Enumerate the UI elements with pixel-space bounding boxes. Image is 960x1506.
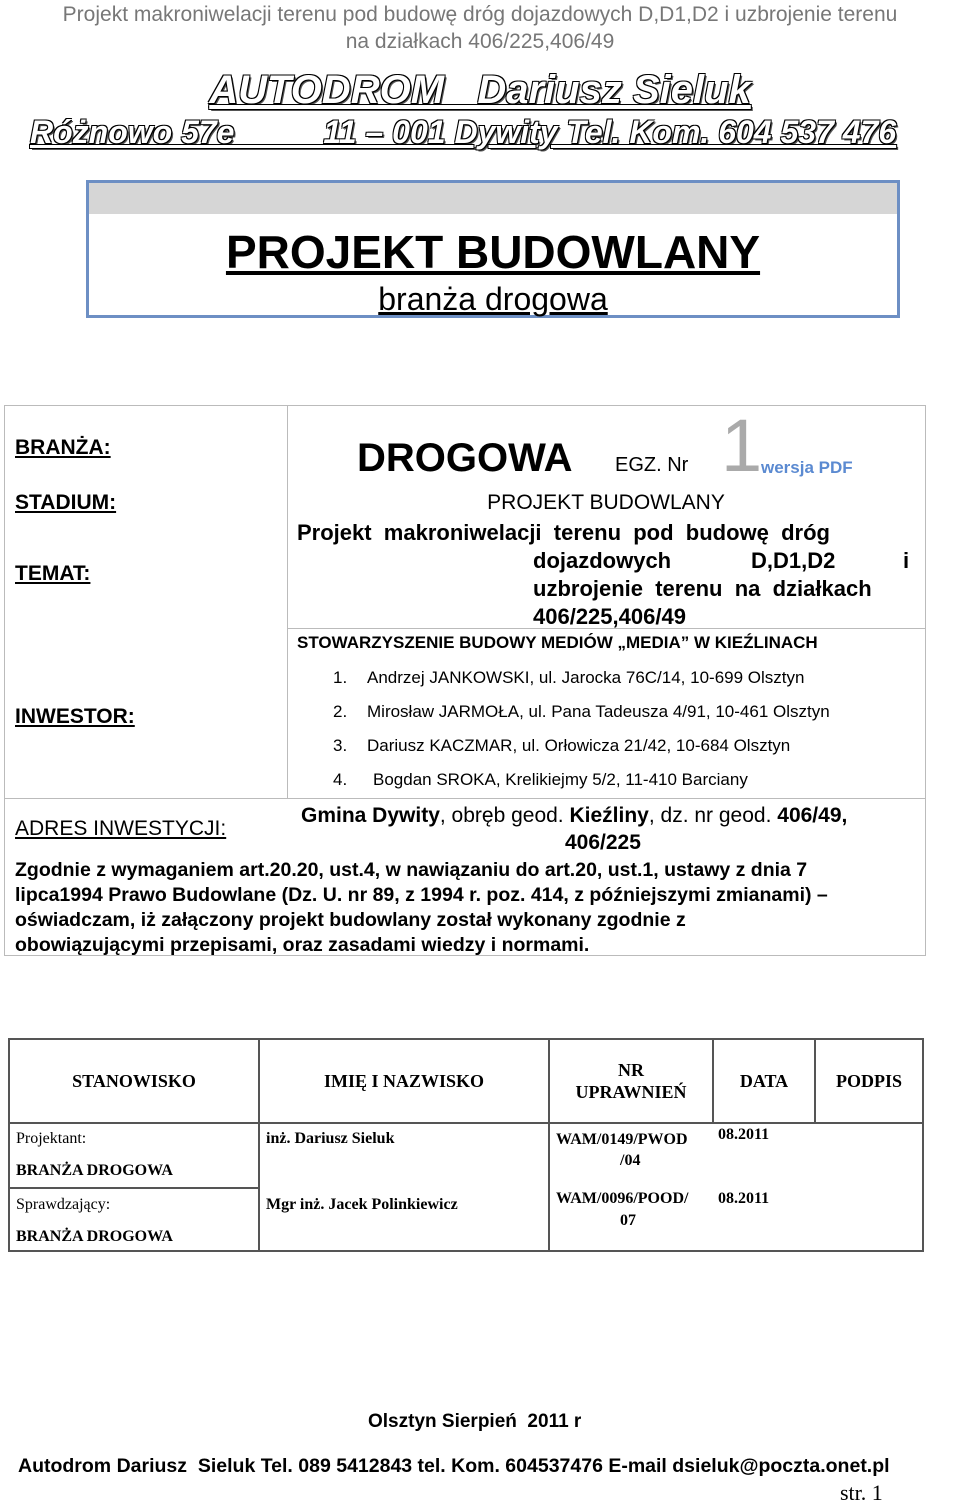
- row-2-date: 08.2011: [718, 1190, 770, 1207]
- project-header-line-1: Projekt makroniwelacji terenu pod budowę dróg dojazdowych D,D1,D2 i uzbrojenie terenu: [62, 3, 898, 26]
- temat-line-3: uzbrojenie terenu na działkach: [533, 576, 872, 601]
- temat-line-2c: i: [903, 548, 910, 573]
- temat-line-2a: dojazdowych: [533, 548, 672, 573]
- stadium-value: PROJEKT BUDOWLANY: [487, 491, 725, 514]
- adres-line-2: 406/225: [565, 831, 641, 854]
- temat-line-1: Projekt makroniwelacji terenu pod budowę dróg: [297, 520, 830, 545]
- row-1-nr-2: /04: [620, 1152, 641, 1169]
- signatures-table: [8, 1038, 924, 1252]
- row-1-branch: BRANŻA DROGOWA: [16, 1162, 173, 1179]
- inwestor-label: INWESTOR:: [15, 705, 135, 728]
- egz-label: EGZ. Nr: [615, 454, 689, 476]
- row-2-branch: BRANŻA DROGOWA: [16, 1228, 173, 1245]
- temat-label: TEMAT:: [15, 562, 91, 585]
- stadium-label: STADIUM:: [15, 491, 117, 514]
- branza-label: BRANŻA:: [15, 436, 111, 459]
- investor-2-text: Mirosław JARMOŁA, ul. Pana Tadeusza 4/91, 10-461 Olsztyn: [367, 702, 830, 721]
- inwestor-organization: STOWARZYSZENIE BUDOWY MEDIÓW „MEDIA” W KIEŹLINACH: [297, 633, 818, 652]
- version-label: wersja PDF: [761, 458, 853, 477]
- footer-contact: Autodrom Dariusz Sieluk Tel. 089 5412843 tel. Kom. 604537476 E-mail dsieluk@poczta.onet.pl: [18, 1455, 890, 1477]
- row-2-nr-2: 07: [620, 1212, 636, 1229]
- temat-line-2b: D,D1,D2: [751, 548, 836, 573]
- adres-line-1: Gmina Dywity, obręb geod. Kieźliny, dz. nr geod. 406/49,: [301, 804, 848, 827]
- row-2-name: Mgr inż. Jacek Polinkiewicz: [266, 1196, 458, 1213]
- document-title: PROJEKT BUDOWLANY: [225, 226, 761, 278]
- investor-3-text: Dariusz KACZMAR, ul. Orłowicza 21/42, 10-684 Olsztyn: [367, 736, 791, 755]
- row-2-role: Sprawdzający:: [16, 1196, 111, 1213]
- company-address: Różnowo 57e 11 – 001 Dywity Tel. Kom. 604 537 476: [30, 114, 897, 150]
- place-date: Olsztyn Sierpień 2011 r: [368, 1411, 582, 1432]
- investor-3-number: 3.: [333, 736, 348, 755]
- declaration: Zgodnie z wymaganiem art.20.20, ust.4, w nawiązaniu do art.20, ust.1, ustawy z dnia 7 lipca1994 Prawo Budowlane (Dz. U. nr 89, z 1994 r. poz. 414, z późniejszymi zmianami) – oświadczam, iż załączony projekt budowlany został wykonany zgodnie z obowiązującymi przepisami, oraz zasadami wiedzy i normami.: [15, 859, 828, 956]
- document-subtitle: branża drogowa: [378, 281, 608, 317]
- investor-1-text: Andrzej JANKOWSKI, ul. Jarocka 76C/14, 10-699 Olsztyn: [367, 668, 805, 687]
- header-data: DATA: [739, 1071, 789, 1091]
- row-1-role: Projektant:: [16, 1130, 87, 1147]
- row-1-name: inż. Dariusz Sieluk: [266, 1130, 395, 1147]
- temat-line-4: 406/225,406/49: [533, 604, 686, 629]
- header-nr-2: UPRAWNIEŃ: [575, 1082, 687, 1102]
- company-name: AUTODROM Dariusz Sieluk: [209, 68, 751, 112]
- page-number: str. 1: [840, 1480, 883, 1505]
- row-1-date: 08.2011: [718, 1126, 770, 1143]
- header-imie-nazwisko: IMIĘ I NAZWISKO: [323, 1071, 485, 1091]
- investor-2-number: 2.: [333, 702, 348, 721]
- row-2-nr-1: WAM/0096/POOD/: [556, 1190, 689, 1207]
- project-header-line-2: na działkach 406/225,406/49: [345, 30, 615, 53]
- investor-4-number: 4.: [333, 770, 348, 789]
- header-stanowisko: STANOWISKO: [72, 1071, 196, 1091]
- adres-label: ADRES INWESTYCJI:: [15, 817, 227, 840]
- branza-value: DROGOWA: [357, 436, 573, 480]
- egz-number: 1: [721, 404, 763, 487]
- header-podpis: PODPIS: [835, 1071, 902, 1091]
- investor-4-text: Bogdan SROKA, Krelikiejmy 5/2, 11-410 Barciany: [373, 770, 748, 789]
- title-box: [86, 180, 900, 318]
- info-table: [4, 405, 926, 956]
- investor-1-number: 1.: [333, 668, 348, 687]
- row-1-nr-1: WAM/0149/PWOD: [556, 1131, 688, 1148]
- header-nr-1: NR: [618, 1060, 644, 1080]
